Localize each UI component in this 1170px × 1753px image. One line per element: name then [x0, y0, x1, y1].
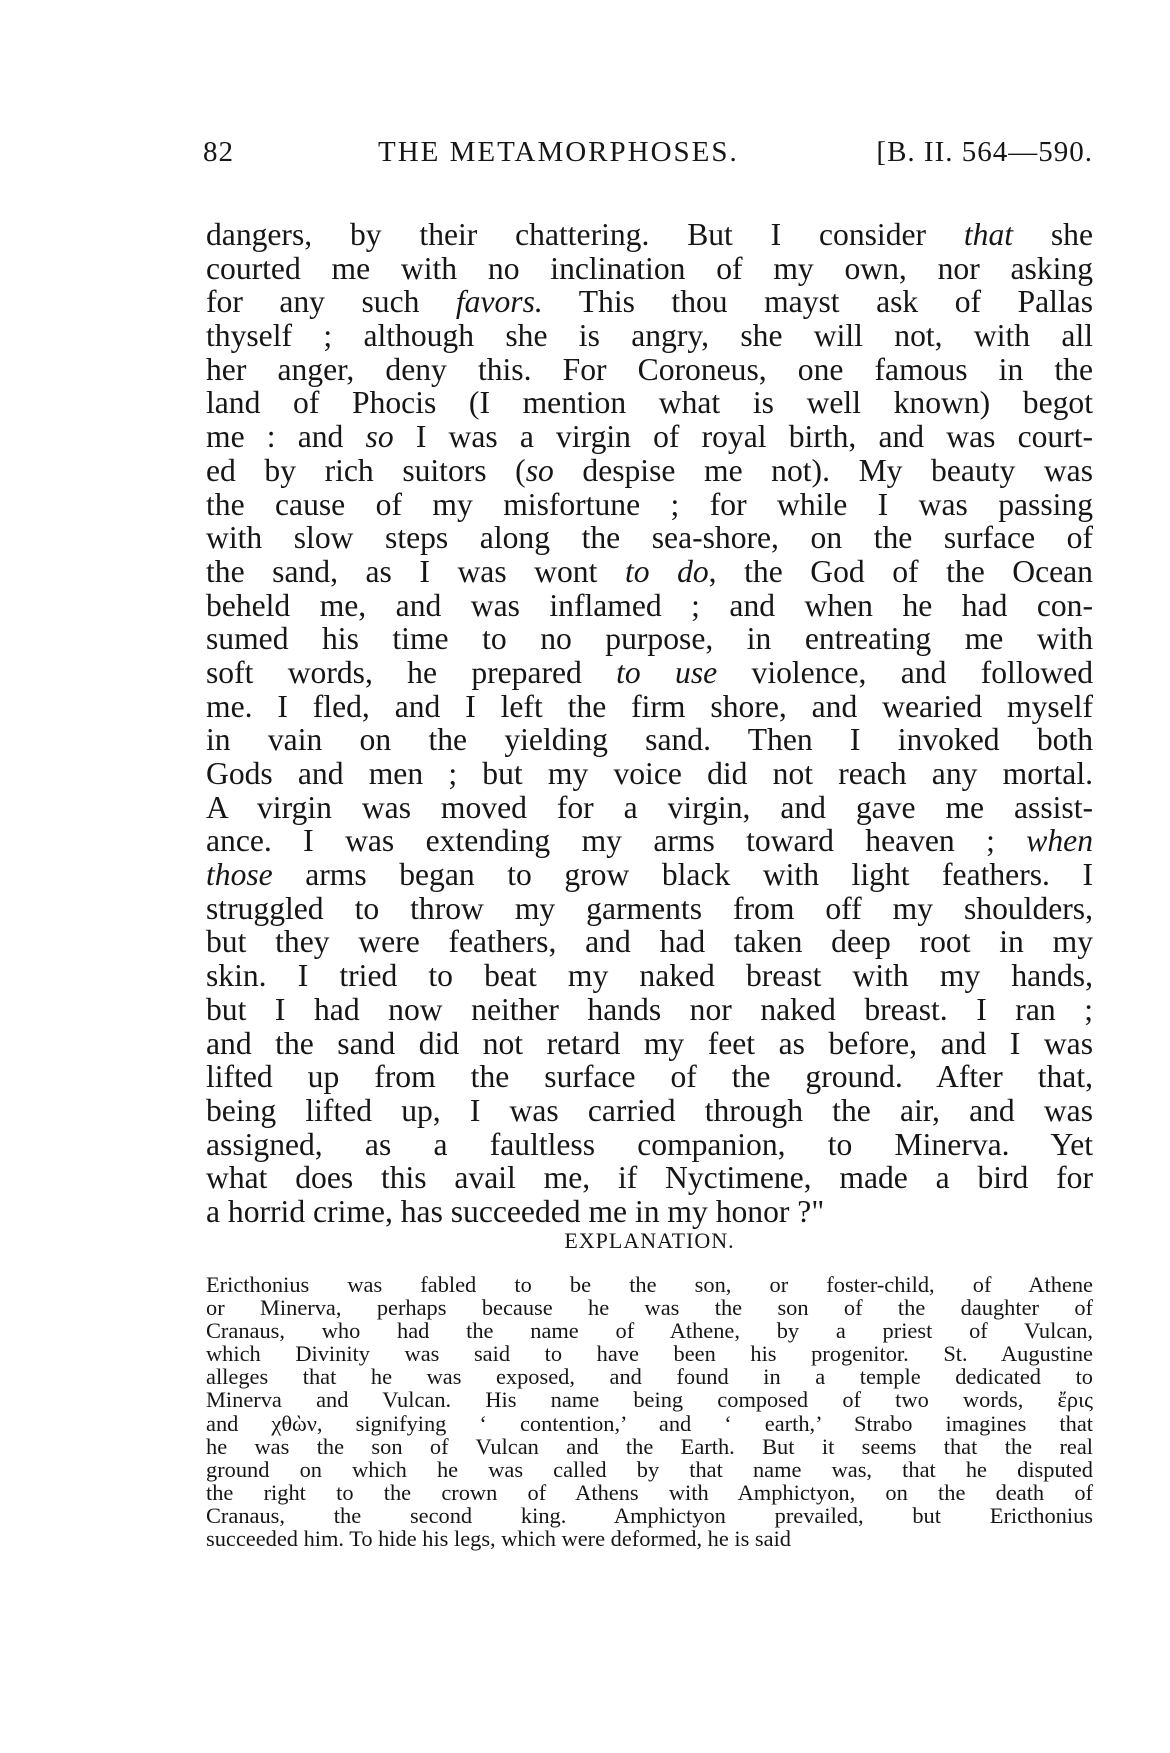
text-line: being lifted up, I was carried through the air, and was [206, 1092, 1093, 1128]
note-line: ground on which he was called by that name was, that he disputed [206, 1456, 1093, 1482]
text-line: land of Phocis (I mention what is well known) begot [206, 385, 1093, 421]
main-text [206, 218, 1093, 1229]
text-line: lifted up from the surface of the ground. After that, [206, 1059, 1093, 1095]
explanation-heading: EXPLANATION. [564, 1228, 735, 1253]
text-line: A virgin was moved for a virgin, and gave me assist- [206, 789, 1093, 825]
text-line: soft words, he prepared to use violence, and followed [206, 654, 1094, 690]
note-line: which Divinity was said to have been his progenitor. St. Augustine [206, 1341, 1093, 1367]
note-line: Ericthonius was fabled to be the son, or foster-child, of Athene [206, 1272, 1093, 1297]
text-line: beheld me, and was inflamed ; and when he had con- [206, 587, 1093, 623]
text-line: but I had now neither hands nor naked breast. I ran ; [206, 991, 1093, 1027]
running-head [203, 136, 1093, 180]
text-line: thyself ; although she is angry, she will not, with all [206, 318, 1093, 354]
text-line: assigned, as a faultless companion, to Minerva. Yet [206, 1126, 1093, 1162]
text-line: and the sand did not retard my feet as before, and I was [206, 1025, 1093, 1061]
text-line: for any such favors. This thou mayst ask of Pallas [206, 284, 1093, 320]
text-line: me : and so I was a virgin of royal birth, and was court- [206, 419, 1094, 455]
text-line: in vain on the yielding sand. Then I invoked both [206, 722, 1093, 758]
text-line: skin. I tried to beat my naked breast with my hands, [206, 958, 1093, 994]
note-line: alleges that he was exposed, and found in a temple dedicated to [206, 1364, 1093, 1390]
book-line-range: [B. II. 564—590. [876, 136, 1093, 168]
text-line: Gods and men ; but my voice did not reach any mortal. [206, 756, 1093, 791]
text-line: ed by rich suitors (so despise me not). My beauty was [206, 452, 1093, 488]
text-line: a horrid crime, has succeeded me in my honor ?" [206, 1193, 825, 1229]
note-line: succeeded him. To hide his legs, which were deformed, he is said [206, 1526, 791, 1552]
text-line: struggled to throw my garments from off my shoulders, [206, 890, 1093, 926]
note-line: Minerva and Vulcan. His name being composed of two words, ἔρις [206, 1387, 1093, 1413]
text-line: but they were feathers, and had taken deep root in my [206, 924, 1093, 960]
text-line: the sand, as I was wont to do, the God of the Ocean [206, 553, 1093, 589]
note-line: and χθὼν, signifying ‘ contention,’ and ‘ earth,’ Strabo imagines that [206, 1410, 1093, 1436]
text-line: sumed his time to no purpose, in entreating me with [206, 621, 1093, 657]
note-line: or Minerva, perhaps because he was the son of the daughter of [206, 1295, 1093, 1321]
text-line: courted me with no inclination of my own, nor asking [206, 250, 1093, 286]
text-line: what does this avail me, if Nyctimene, made a bird for [206, 1160, 1093, 1196]
text-line: me. I fled, and I left the firm shore, and wearied myself [206, 688, 1093, 724]
text-line: those arms began to grow black with light feathers. I [206, 857, 1093, 893]
note-line: he was the son of Vulcan and the Earth. But it seems that the real [206, 1433, 1093, 1459]
note-line: Cranaus, who had the name of Athene, by a priest of Vulcan, [206, 1318, 1093, 1344]
running-title: THE METAMORPHOSES. [378, 136, 739, 168]
text-line: with slow steps along the sea-shore, on the surface of [206, 520, 1093, 556]
text-line: dangers, by their chattering. But I consider that she [206, 217, 1093, 252]
text-line: ance. I was extending my arms toward heaven ; when [206, 823, 1093, 859]
explanation-text [206, 1273, 1093, 1550]
text-line: her anger, deny this. For Coroneus, one famous in the [206, 351, 1093, 387]
note-line: Cranaus, the second king. Amphictyon prevailed, but Ericthonius [206, 1502, 1093, 1528]
text-line: the cause of my misfortune ; for while I was passing [206, 486, 1093, 522]
page-number: 82 [203, 136, 234, 168]
note-line: the right to the crown of Athens with Amphictyon, on the death of [206, 1479, 1093, 1505]
